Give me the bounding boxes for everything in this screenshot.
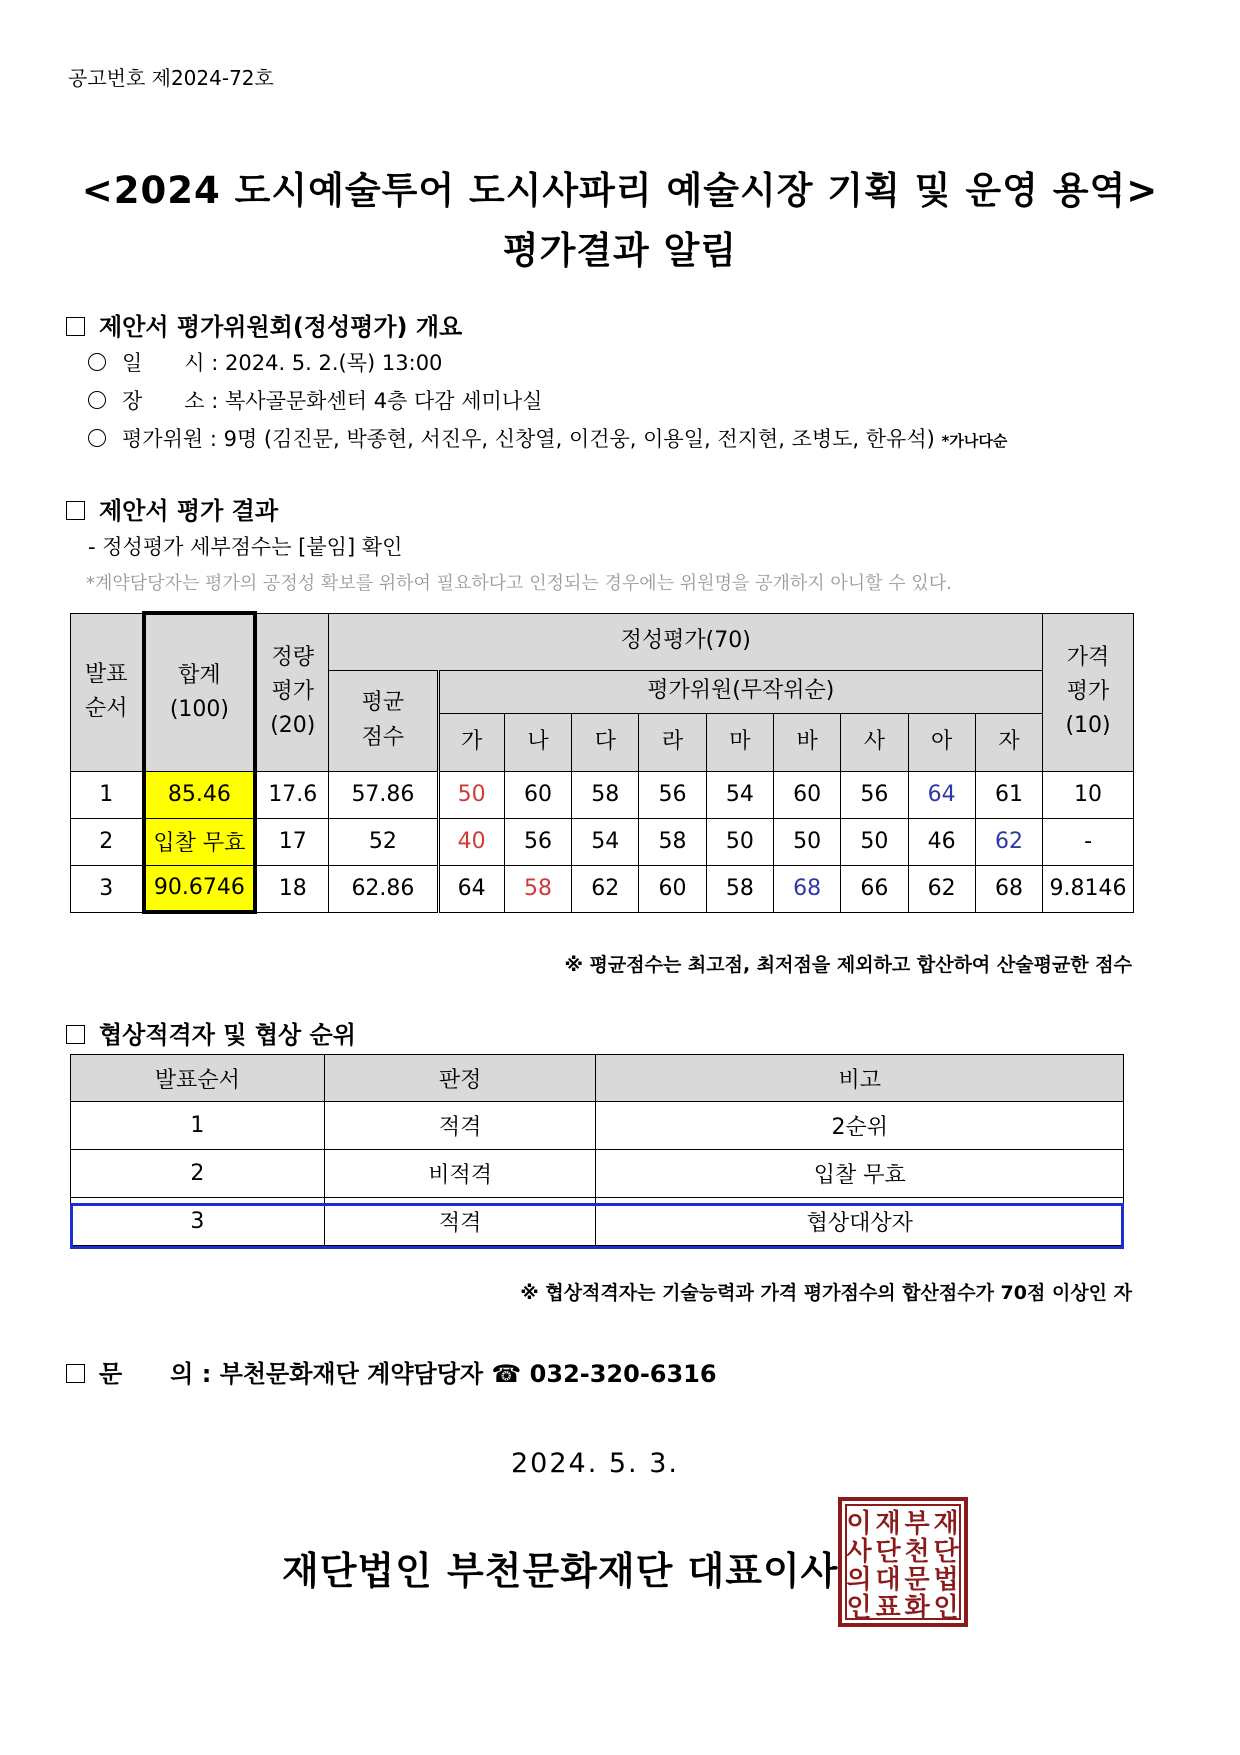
avg-cell: 62.86: [329, 865, 438, 912]
order-cell: 3: [71, 865, 144, 912]
judge-score-cell: 62: [975, 818, 1042, 865]
checkbox-square-icon: [66, 1025, 85, 1044]
neg-remark-cell: 2순위: [596, 1102, 1124, 1150]
judge-score-cell: 50: [773, 818, 840, 865]
judge-score-cell: 68: [975, 865, 1042, 912]
notice-number: 공고번호 제2024-72호: [68, 66, 274, 90]
results-sub-note: - 정성평가 세부점수는 [붙임] 확인: [88, 535, 403, 559]
order-cell: 1: [71, 771, 144, 818]
header-qual: 정성평가(70): [329, 613, 1043, 670]
judge-score-cell: 58: [572, 771, 639, 818]
judge-score-cell: 61: [975, 771, 1042, 818]
seal-character: 표: [875, 1593, 901, 1623]
score-row: [71, 771, 1134, 818]
circle-bullet-icon: [88, 353, 106, 371]
judge-score-cell: 56: [841, 771, 908, 818]
judge-header-6: 바: [773, 713, 840, 771]
document-title: <2024 도시예술투어 도시사파리 예술시장 기획 및 운영 용역>: [81, 169, 1159, 212]
seal-character: 사: [846, 1537, 872, 1567]
judge-score-cell: 56: [504, 818, 571, 865]
price-cell: -: [1043, 818, 1134, 865]
seal-character: 대: [875, 1565, 901, 1595]
negotiation-row: [71, 1198, 1124, 1246]
header-total: 합계 (100): [144, 613, 256, 771]
score-row: [71, 818, 1134, 865]
seal-character: 부: [904, 1509, 930, 1539]
checkbox-square-icon: [66, 317, 85, 336]
neg-judgement-cell: 적격: [324, 1102, 596, 1150]
judge-header-4: 라: [639, 713, 706, 771]
total-cell: 90.6746: [144, 865, 256, 912]
judge-score-cell: 60: [504, 771, 571, 818]
quant-cell: 18: [255, 865, 329, 912]
score-row: [71, 865, 1134, 912]
official-seal-icon: [838, 1497, 968, 1627]
issue-date: 2024. 5. 3.: [511, 1448, 679, 1479]
avg-cell: 52: [329, 818, 438, 865]
section-overview-heading: 제안서 평가위원회(정성평가) 개요: [66, 307, 462, 342]
seal-character: 법: [933, 1565, 959, 1595]
overview-item-place: 장 소 : 복사골문화센터 4층 다감 세미나실: [88, 385, 542, 415]
avg-cell: 57.86: [329, 771, 438, 818]
judge-header-9: 자: [975, 713, 1042, 771]
checkbox-square-icon: [66, 1364, 85, 1383]
neg-judgement-cell: 적격: [324, 1198, 596, 1246]
section-results-heading: 제안서 평가 결과: [66, 491, 278, 526]
seal-character: 단: [875, 1537, 901, 1567]
seal-character: 재: [933, 1509, 959, 1539]
seal-character: 이: [846, 1509, 872, 1539]
neg-remark-cell: 입찰 무효: [596, 1150, 1124, 1198]
order-cell: 2: [71, 818, 144, 865]
header-judges: 평가위원(무작위순): [438, 670, 1043, 713]
quant-cell: 17.6: [255, 771, 329, 818]
seal-character: 인: [933, 1593, 959, 1623]
judge-score-cell: 46: [908, 818, 975, 865]
judge-score-cell: 54: [706, 771, 773, 818]
header-price: 가격 평가 (10): [1043, 613, 1134, 771]
judge-score-cell: 60: [773, 771, 840, 818]
qualification-note: ※ 협상적격자는 기술능력과 가격 평가점수의 합산점수가 70점 이상인 자: [520, 1282, 1132, 1304]
judge-score-cell: 66: [841, 865, 908, 912]
judge-header-2: 나: [504, 713, 571, 771]
judge-header-1: 가: [438, 713, 504, 771]
negotiation-row: [71, 1150, 1124, 1198]
judge-score-cell: 62: [908, 865, 975, 912]
judge-header-5: 마: [706, 713, 773, 771]
contact-line: 문 의 : 부천문화재단 계약담당자 ☎ 032-320-6316: [66, 1354, 717, 1389]
judge-score-cell: 62: [572, 865, 639, 912]
total-cell: 입찰 무효: [144, 818, 256, 865]
quant-cell: 17: [255, 818, 329, 865]
overview-item-date: 일 시 : 2024. 5. 2.(목) 13:00: [88, 347, 442, 377]
judge-score-cell: 50: [841, 818, 908, 865]
judge-header-8: 아: [908, 713, 975, 771]
neg-order-cell: 2: [71, 1150, 325, 1198]
judge-score-cell: 50: [438, 771, 504, 818]
judge-score-cell: 56: [639, 771, 706, 818]
judge-score-cell: 58: [706, 865, 773, 912]
signature-name: 재단법인 부천문화재단 대표이사: [282, 1549, 839, 1593]
seal-character: 인: [846, 1593, 872, 1623]
neg-header-judgement: 판정: [324, 1055, 596, 1102]
seal-character: 단: [933, 1537, 959, 1567]
average-score-note: ※ 평균점수는 최고점, 최저점을 제외하고 합산하여 산술평균한 점수: [564, 954, 1132, 976]
judge-header-7: 사: [841, 713, 908, 771]
negotiation-table: [70, 1054, 1124, 1246]
judge-score-cell: 58: [504, 865, 571, 912]
section-negotiation-heading: 협상적격자 및 협상 순위: [66, 1015, 356, 1050]
negotiation-row: [71, 1102, 1124, 1150]
neg-order-cell: 1: [71, 1102, 325, 1150]
judge-score-cell: 54: [572, 818, 639, 865]
seal-character: 재: [875, 1509, 901, 1539]
judge-score-cell: 40: [438, 818, 504, 865]
neg-remark-cell: 협상대상자: [596, 1198, 1124, 1246]
neg-order-cell: 3: [71, 1198, 325, 1246]
seal-character: 문: [904, 1565, 930, 1595]
overview-item-evaluators: 평가위원 : 9명 (김진문, 박종현, 서진우, 신창열, 이건웅, 이용일, 전지현, 조병도, 한유석) *가나다순: [88, 423, 1007, 453]
seal-character: 천: [904, 1537, 930, 1567]
seal-character: 의: [846, 1565, 872, 1595]
circle-bullet-icon: [88, 429, 106, 447]
judge-score-cell: 58: [639, 818, 706, 865]
circle-bullet-icon: [88, 391, 106, 409]
results-gray-note: *계약담당자는 평가의 공정성 확보를 위하여 필요하다고 인정되는 경우에는 위원명을 공개하지 아니할 수 있다.: [86, 573, 952, 594]
judge-score-cell: 64: [438, 865, 504, 912]
judge-score-cell: 64: [908, 771, 975, 818]
header-quant: 정량 평가 (20): [255, 613, 329, 771]
judge-score-cell: 50: [706, 818, 773, 865]
document-subtitle: 평가결과 알림: [502, 229, 738, 272]
neg-header-remark: 비고: [596, 1055, 1124, 1102]
neg-judgement-cell: 비적격: [324, 1150, 596, 1198]
judge-score-cell: 60: [639, 865, 706, 912]
price-cell: 10: [1043, 771, 1134, 818]
judge-score-cell: 68: [773, 865, 840, 912]
checkbox-square-icon: [66, 501, 85, 520]
neg-header-order: 발표순서: [71, 1055, 325, 1102]
score-table: [70, 611, 1134, 914]
header-avg: 평균 점수: [329, 670, 438, 771]
judge-header-3: 다: [572, 713, 639, 771]
price-cell: 9.8146: [1043, 865, 1134, 912]
header-order: 발표 순서: [71, 613, 144, 771]
seal-character: 화: [904, 1593, 930, 1623]
total-cell: 85.46: [144, 771, 256, 818]
